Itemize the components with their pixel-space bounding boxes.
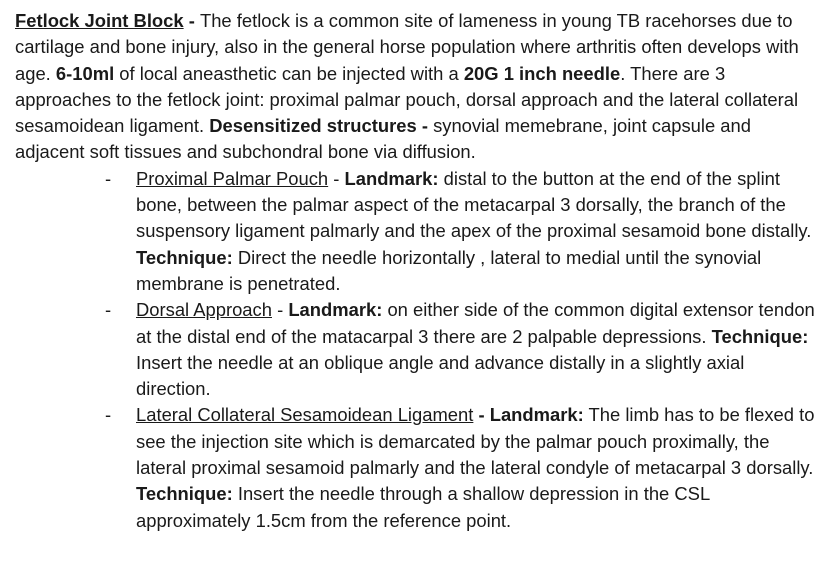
needle-size: 20G 1 inch needle (463, 62, 621, 84)
technique-label: Technique: (136, 483, 233, 505)
technique-text: Insert the needle at an oblique angle and advance distally in a slightly axial direction. (136, 351, 745, 400)
intro-text-3: . There are 3 approaches to the fetlock joint: proximal palmar pouch, dorsal approach and the lateral collateral sesamoidean ligament. (15, 62, 799, 137)
approach-name: Proximal Palmar Pouch (136, 167, 329, 189)
list-item-proximal-palmar-pouch (15, 166, 820, 297)
technique-label: Technique: (711, 325, 809, 347)
technique-text: Direct the needle horizontally , lateral to medial until the synovial membrane is penetrated. (136, 246, 762, 294)
approach-name: Lateral Collateral Sesamoidean Ligament (136, 404, 474, 426)
landmark-label: Landmark: (344, 167, 439, 189)
landmark-label: Landmark: (489, 404, 584, 426)
list-item-dorsal-approach (15, 297, 820, 402)
intro-paragraph (15, 8, 820, 166)
document-body (15, 8, 820, 534)
intro-text-2: of local aneasthetic can be injected with a (114, 62, 464, 84)
list-bullet: - (105, 299, 112, 321)
title-separator: - (183, 10, 200, 31)
landmark-text: distal to the button at the end of the splint bone, between the palmar aspect of the metacarpal 3 dorsally, the branch of the suspensory ligament palmarly and the apex of the proximal sesamoid bone distally. (136, 167, 812, 242)
approach-separator: - (328, 167, 345, 189)
approach-separator: - (271, 299, 289, 321)
landmark-text: The limb has to be flexed to see the injection site which is demarcated by the palmar pouch proximally, the lateral proximal sesamoid palmarly and the lateral condyle of metacarpal 3 dorsally. (136, 404, 815, 479)
technique-text: Insert the needle through a shallow depression in the CSL approximately 1.5cm from the reference point. (136, 483, 710, 531)
dose-volume: 6-10ml (55, 62, 115, 84)
landmark-label: Landmark: (288, 299, 383, 321)
list-item-lateral-collateral-sesamoidean-ligament (15, 402, 820, 533)
list-bullet: - (105, 404, 112, 426)
intro-text-4: synovial memebrane, joint capsule and adjacent soft tissues and subchondral bone via diffusion. (15, 115, 751, 163)
landmark-text: on either side of the common digital extensor tendon at the distal end of the matacarpal 3 there are 2 palpable depressions. (136, 299, 815, 347)
technique-label: Technique: (136, 246, 233, 268)
desensitized-label: Desensitized structures - (209, 115, 428, 137)
approach-list (15, 166, 820, 534)
list-bullet: - (105, 167, 112, 189)
approach-name: Dorsal Approach (136, 299, 272, 321)
intro-text-1: The fetlock is a common site of lameness in young TB racehorses due to cartilage and bone injury, also in the general horse population where arthritis often develops with age. (15, 10, 799, 84)
section-title: Fetlock Joint Block (15, 10, 184, 31)
approach-separator: - (473, 404, 490, 426)
